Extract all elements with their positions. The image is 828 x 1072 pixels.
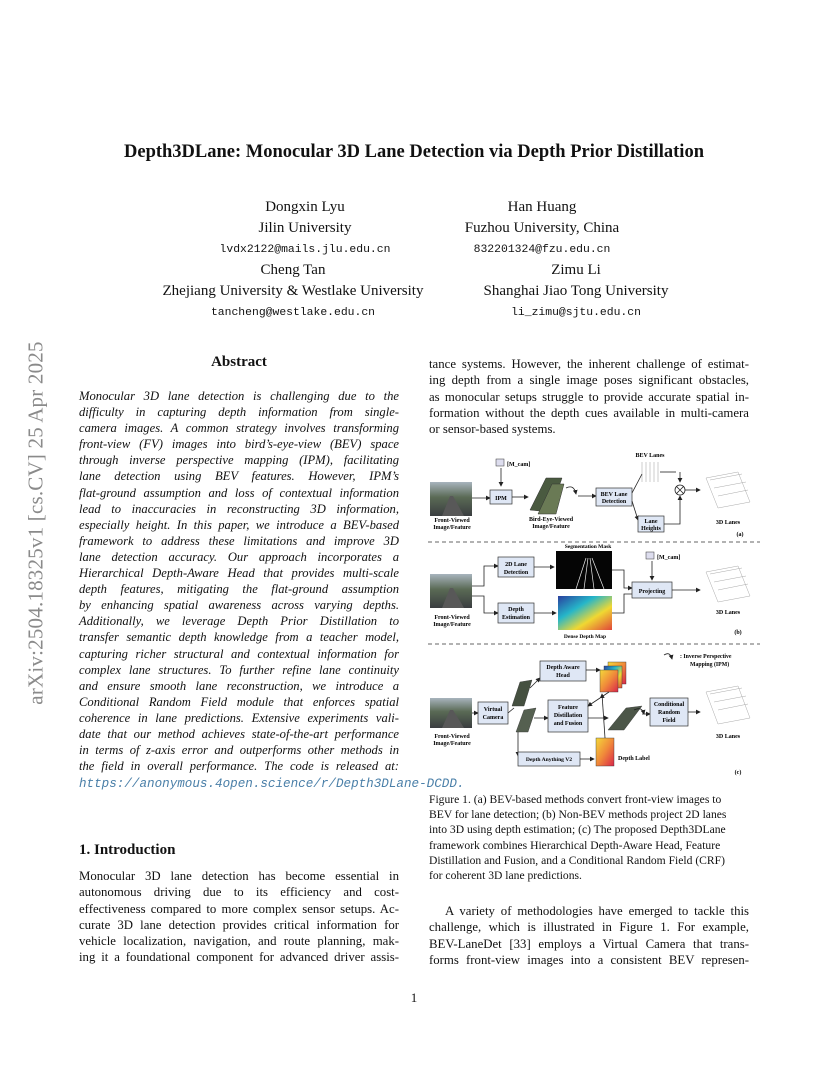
- lane-heights-label: Lane: [644, 519, 658, 525]
- projecting-label: Projecting: [638, 589, 666, 595]
- intro-heading: 1. Introduction: [79, 842, 176, 858]
- input-label: Image/Feature: [433, 525, 471, 531]
- abstract-line: through inverse perspective mapping (IPM), facilitating: [79, 453, 399, 468]
- 3d-lanes-graphic: [706, 472, 750, 508]
- panel-c: [430, 654, 750, 776]
- code-link[interactable]: https://anonymous.4open.science/r/Depth3DLane-DCDD.: [79, 777, 465, 791]
- bev-label: Bird-Eye-Viewed: [528, 517, 574, 523]
- caption-line: Distillation and Fusion, and a Conditional Random Field (CRF): [429, 853, 725, 867]
- abstract-line: framework to address these limitations and improve 3D: [79, 533, 399, 548]
- abstract-line: complex lane structures. To further refine lane continuity: [79, 662, 399, 677]
- author-email: li_zimu@sjtu.edu.cn: [511, 307, 641, 319]
- body-line: forms front-view images into a consistent BEV represen-: [429, 952, 749, 967]
- author-affiliation: Shanghai Jiao Tong University: [483, 283, 669, 299]
- bev-lanes-graphic: [642, 462, 658, 482]
- ipm-legend-icon: [664, 654, 672, 659]
- abstract-line: flat-ground assumption and loss of contextual information: [79, 485, 399, 500]
- input-label: Front-Viewed: [434, 734, 470, 740]
- abstract-line: Additionally, we leverage Depth Prior Distillation to: [79, 614, 399, 629]
- abstract-heading: Abstract: [211, 354, 267, 370]
- abstract-line: Hierarchical Depth-Aware Head that provides multi-scale: [79, 566, 399, 581]
- dense-depth-label: Dense Depth Map: [563, 634, 607, 640]
- camera-matrix-icon: [646, 552, 654, 559]
- abstract-line: the field in overall performance. The code is released at:: [79, 759, 399, 774]
- author-affiliation: Fuzhou University, China: [464, 220, 620, 236]
- intro-line: Monocular 3D lane detection has become essential in: [79, 869, 399, 883]
- abstract-line: by enhancing spatial awareness across varying depths.: [79, 598, 399, 613]
- input-label: Front-Viewed: [434, 518, 470, 524]
- vcam-label: Virtual: [483, 707, 503, 713]
- fdf-label: and Fusion: [553, 721, 583, 727]
- abstract-line: lane detection using BEV features. However, IPM’s: [79, 469, 399, 484]
- dav2-label: Depth Anything V2: [525, 757, 573, 763]
- bev-lanes-label: BEV Lanes: [635, 453, 665, 459]
- dah-label: Depth Aware: [546, 665, 580, 671]
- input-label: Front-Viewed: [434, 615, 470, 621]
- abstract-line: Conditional Random Field module that enforces spatial: [79, 694, 399, 709]
- author-name: Han Huang: [507, 199, 577, 215]
- fdf-label: Distillation: [553, 713, 583, 719]
- 3d-lanes-graphic: [706, 686, 750, 724]
- abstract-line: coherence in lane predictions. Extensive experiments vali-: [79, 710, 399, 725]
- figure-caption: [429, 792, 751, 883]
- paper-title: Depth3DLane: Monocular 3D Lane Detection via Depth Prior Distillation: [124, 142, 704, 162]
- author-block-3: [145, 260, 441, 319]
- author-block-1: [205, 197, 405, 256]
- panel-tag: (a): [736, 532, 744, 538]
- page-number: 1: [410, 990, 418, 1005]
- bev-lane-label: BEV Lane: [600, 492, 628, 498]
- depth-feature-stack: [600, 662, 626, 692]
- input-label: Image/Feature: [433, 741, 471, 747]
- right-column-top: [429, 356, 749, 437]
- caption-line: BEV for lane detection; (b) Non-BEV methods project 2D lanes: [429, 808, 727, 822]
- 2d-lane-label: Detection: [503, 570, 529, 576]
- abstract-line: especially height. In this paper, we introduce a BEV-based: [79, 517, 399, 532]
- intro-line: autonomous driving due to its efficiency and cost-: [79, 885, 399, 900]
- abstract-line: camera images. A common strategy involves transforming: [79, 421, 399, 436]
- intro-body: [79, 868, 399, 966]
- body-line: formation without the depth cues available in multi-camera: [429, 405, 749, 420]
- intro-line: ing it a foundational component for advanced driver assis-: [79, 950, 399, 965]
- panel-tag: (c): [734, 770, 742, 776]
- caption-line: framework combines Hierarchical Depth-Aware Head, Feature: [429, 838, 721, 852]
- crf-label: Field: [662, 718, 676, 724]
- abstract-line: lane detection accuracy. Our approach incorporates a: [79, 549, 399, 564]
- 2d-lane-label: 2D Lane: [505, 562, 527, 568]
- right-column-bottom: [429, 903, 749, 968]
- feature-map: [516, 708, 536, 732]
- output-label: 3D Lanes: [715, 520, 741, 526]
- segmentation-mask-image: [556, 551, 612, 589]
- abstract-body: [79, 388, 399, 774]
- seg-mask-label: Segmentation Mask: [564, 544, 612, 550]
- legend-label: : Inverse Perspective: [680, 654, 732, 660]
- depth-label: Estimation: [501, 615, 531, 621]
- output-label: 3D Lanes: [715, 734, 741, 740]
- abstract-line: difficulty in capturing depth information from single-: [79, 405, 399, 420]
- author-email: tancheng@westlake.edu.cn: [210, 307, 376, 319]
- dah-label: Head: [556, 673, 570, 679]
- abstract-line: date that our method achieves state-of-the-art performance: [79, 726, 399, 741]
- figure-1: [428, 448, 760, 784]
- body-line: BEV-LaneDet [33] employs a Virtual Camera that trans-: [429, 936, 749, 951]
- bev-label: Image/Feature: [532, 524, 570, 530]
- depth-label-image: [596, 738, 614, 766]
- crf-label: Random: [657, 710, 681, 716]
- ipm-arrow-icon: [566, 487, 576, 494]
- caption-line: Figure 1. (a) BEV-based methods convert front-view images to: [429, 793, 722, 806]
- input-label: Image/Feature: [433, 622, 471, 628]
- crf-label: Conditional: [653, 702, 685, 708]
- author-email: lvdx2122@mails.jlu.edu.cn: [219, 244, 391, 256]
- abstract-line: and ensure smooth lane reconstruction, we introduce a: [79, 678, 399, 693]
- panel-a: [430, 453, 750, 538]
- intro-line: vehicle localization, navigation, and route planning, mak-: [79, 934, 399, 949]
- body-line: challenge, which is illustrated in Figure 1. For example,: [429, 920, 749, 935]
- output-label: 3D Lanes: [715, 610, 741, 616]
- caption-line: into 3D using depth estimation; (c) The proposed Depth3DLane: [429, 823, 726, 837]
- matrix-label: [M_cam]: [507, 462, 531, 468]
- 3d-lanes-graphic: [706, 566, 750, 602]
- body-line: as monocular setups struggle to provide accurate spatial in-: [429, 389, 749, 404]
- author-block-2: [432, 197, 652, 256]
- body-line: or sensor-based systems.: [429, 422, 556, 437]
- body-line: tance systems. However, the inherent challenge of estimat-: [429, 357, 749, 371]
- caption-line: for coherent 3D lane predictions.: [429, 869, 582, 883]
- body-line: A variety of methodologies have emerged to tackle this: [445, 904, 749, 918]
- vcam-label: Camera: [482, 715, 504, 721]
- intro-line: curate 3D lane detection provides critical information for: [79, 917, 399, 932]
- depth-label-text: Depth Label: [618, 756, 650, 762]
- panel-tag: (b): [734, 630, 742, 636]
- abstract-line: lead to inaccuracies in reconstructing 3D information,: [79, 501, 399, 516]
- author-name: Cheng Tan: [260, 262, 326, 278]
- author-affiliation: Jilin University: [258, 220, 352, 236]
- author-affiliation: Zhejiang University & Westlake University: [162, 283, 424, 299]
- feature-map: [512, 680, 532, 706]
- camera-matrix-icon: [496, 459, 504, 466]
- abstract-line: capturing richer structural and contextual information for: [79, 646, 399, 661]
- legend-label: Mapping (IPM): [690, 662, 730, 668]
- abstract-line: depth features, mitigating the flat-ground assumption: [79, 582, 399, 597]
- panel-b: [430, 544, 750, 640]
- abstract-line: Monocular 3D lane detection is challenging due to the: [79, 389, 399, 403]
- bev-lane-label: Detection: [601, 499, 627, 505]
- dense-depth-map-image: [558, 596, 612, 630]
- matrix-label: [M_cam]: [657, 555, 681, 561]
- abstract-line: in terms of z-axis error and outperforms other methods in: [79, 743, 399, 758]
- abstract-line: transfer semantic depth knowledge from a teacher model,: [79, 630, 399, 645]
- body-line: ing depth from a single image poses significant obstacles,: [429, 373, 749, 388]
- arxiv-stamp: arXiv:2504.18325v1 [cs.CV] 25 Apr 2025: [23, 341, 48, 705]
- author-email: 832201324@fzu.edu.cn: [473, 244, 611, 256]
- author-block-4: [465, 260, 687, 319]
- lane-heights-label: Heights: [641, 526, 661, 532]
- author-name: Dongxin Lyu: [265, 199, 345, 215]
- fdf-label: Feature: [558, 705, 578, 711]
- author-name: Zimu Li: [551, 262, 601, 278]
- ipm-label: IPM: [495, 496, 507, 502]
- bev-feature: [608, 706, 642, 730]
- abstract-line: front-view (FV) images into bird’s-eye-view (BEV) space: [79, 437, 399, 452]
- intro-line: effectiveness compared to more complex sensor setups. Ac-: [79, 901, 399, 916]
- depth-label: Depth: [508, 607, 524, 613]
